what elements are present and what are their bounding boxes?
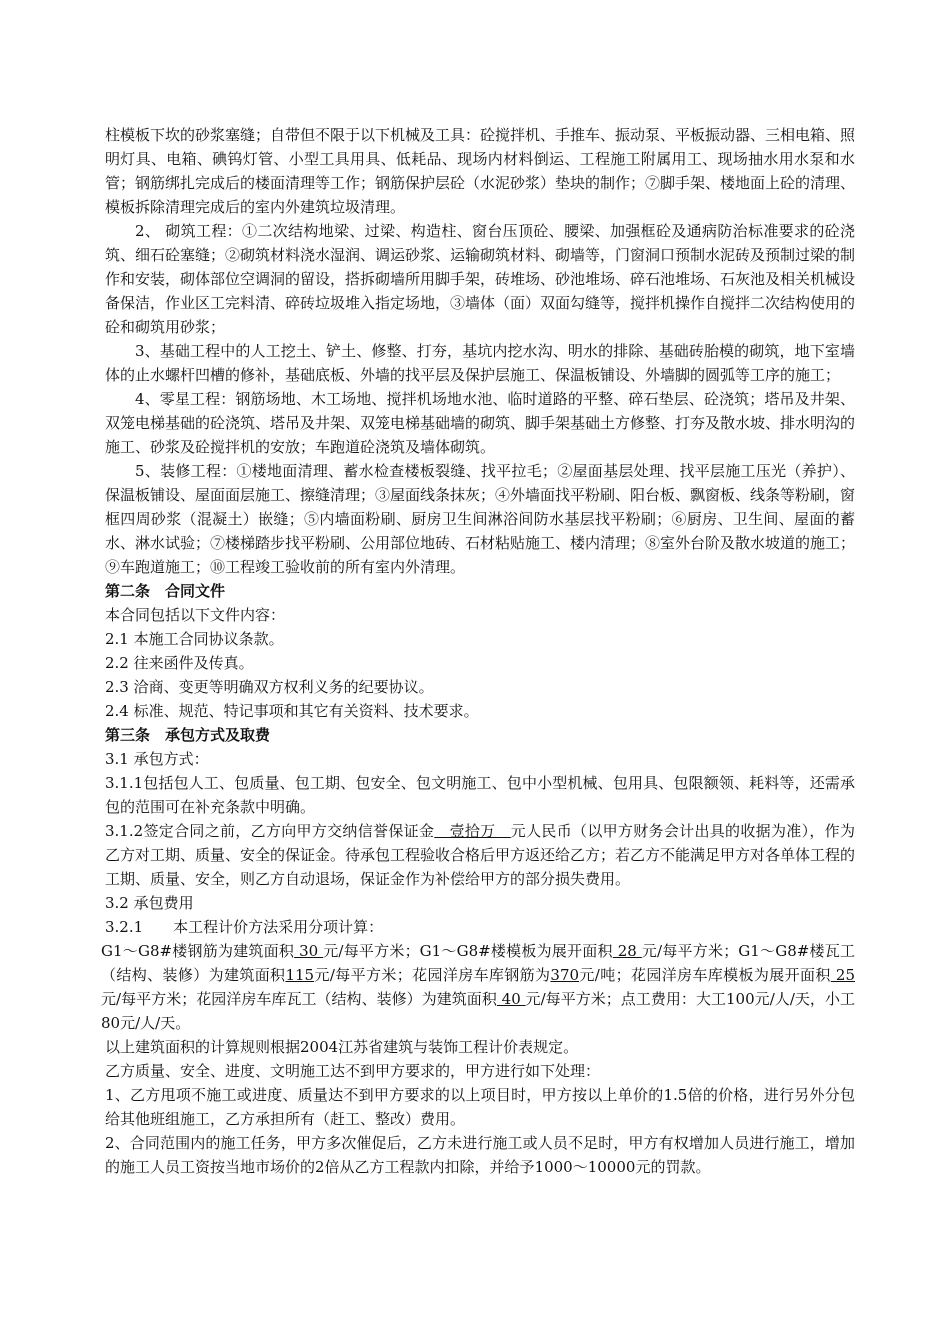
area-calculation-rule: 以上建筑面积的计算规则根据2004江苏省建筑与装饰工程计价表规定。 — [105, 1038, 579, 1056]
pricing-text-2: 元/每平方米；G1～G8#楼模板为展开面积 — [323, 942, 613, 960]
article-2-heading: 第二条 合同文件 — [105, 582, 226, 600]
paragraph-foundation: 3、基础工程中的人工挖土、铲土、修整、打夯，基坑内挖水沟、明水的排除、基础砖胎模的砌筑，地下室墙体的止水螺杆凹槽的修补，基础底板、外墙的找平层及保护层施工、保温板铺设、外墙脚的圆弧等工序的施工； — [105, 342, 855, 384]
article-2-item-3: 2.3 洽商、变更等明确双方权利义务的纪要协议。 — [105, 678, 434, 696]
penalty-intro: 乙方质量、安全、进度、文明施工达不到甲方要求的，甲方进行如下处理： — [105, 1062, 601, 1080]
penalty-item-1: 1、乙方甩项不施工或进度、质量达不到甲方要求的以上项目时，甲方按以上单价的1.5倍的价格，进行另外分包给其他班组施工，乙方承担所有（赶工、整改）费用。 — [105, 1086, 855, 1128]
article-3-heading: 第三条 承包方式及取费 — [105, 726, 271, 744]
price-rebar: 30 — [294, 942, 324, 960]
price-formwork: 28 — [612, 942, 642, 960]
section-3-1-2 — [105, 819, 855, 891]
article-2-item-2: 2.2 往来函件及传真。 — [105, 654, 254, 672]
section-3-1-2-text-a: 3.1.2签定合同之前，乙方向甲方交纳信誉保证金 — [105, 822, 435, 840]
article-2-item-4: 2.4 标准、规范、特记事项和其它有关资料、技术要求。 — [105, 702, 479, 720]
section-3-2: 3.2 承包费用 — [105, 894, 194, 912]
pricing-paragraph — [101, 939, 855, 1035]
deposit-amount: 壹拾万 — [434, 822, 511, 840]
price-garage-formwork: 25 — [830, 966, 855, 984]
pricing-text-5: 元/吨；花园洋房车库模板为展开面积 — [579, 966, 831, 984]
section-3-1-2-text-b: 元人民币（以甲方财务会计出具的收据为准），作为乙方对工期、质量、安全的保证金。待承包工程验收合格后甲方返还给乙方；若乙方不能满足甲方对各单体工程的工期、质量、安全，则乙方自动退场，保证金作为补偿给甲方的部分损失费用。 — [105, 822, 856, 888]
paragraph-decoration: 5、装修工程：①楼地面清理、蓄水检查楼板裂缝、找平拉毛；②屋面基层处理、找平层施工压光（养护）、保温板铺设、屋面面层施工、擦缝清理；③屋面线条抹灰；④外墙面找平粉刷、阳台板、飘窗板、线条等粉刷，窗框四周砂浆（混凝土）嵌缝；⑤内墙面粉刷、厨房卫生间淋浴间防水基层找平粉刷；⑥厨房、卫生间、屋面的蓄水、淋水试验；⑦楼梯踏步找平粉刷、公用部位地砖、石材粘贴施工、楼内清理；⑧室外台阶及散水坡道的施工；⑨车跑道施工；⑩工程竣工验收前的所有室内外清理。 — [105, 462, 856, 576]
section-3-2-1: 3.2.1 本工程计价方法采用分项计算： — [105, 918, 384, 936]
pricing-text-1: G1～G8#楼钢筋为建筑面积 — [101, 942, 295, 960]
section-3-1: 3.1 承包方式： — [105, 750, 209, 768]
penalty-item-2: 2、合同范围内的施工任务，甲方多次催促后，乙方未进行施工或人员不足时，甲方有权增加人员进行施工，增加的施工人员工资按当地市场价的2倍从乙方工程款内扣除，并给予1000～10000元的罚款。 — [105, 1134, 855, 1176]
pricing-text-4: 元/每平方米；花园洋房车库钢筋为 — [314, 966, 551, 984]
paragraph-masonry: 2、 砌筑工程：①二次结构地梁、过梁、构造柱、窗台压顶砼、腰梁、加强框砼及通病防治标准要求的砼浇筑、细石砼塞缝；②砌筑材料浇水湿润、调运砂浆、运输砌筑材料、砌墙等，门窗洞口预制水泥砖及预制过梁的制作和安装，砌体部位空调洞的留设，搭拆砌墙所用脚手架，砖堆场、砂池堆场、碎石池堆场、石灰池及相关机械设备保洁，作业区工完料清、碎砖垃圾堆入指定场地，③墙体（面）双面勾缝等，搅拌机操作自搅拌二次结构使用的砼和砌筑用砂浆； — [105, 222, 856, 336]
pricing-text-3: 元/每平方米；G1～G8#楼瓦工（结构、装修）为建筑面积 — [101, 942, 855, 984]
price-garage-masonry: 40 — [496, 990, 526, 1008]
section-3-1-1: 3.1.1包括包人工、包质量、包工期、包安全、包文明施工、包中小型机械、包用具、包限额领、耗料等，还需承包的范围可在补充条款中明确。 — [105, 774, 855, 816]
price-garage-rebar: 370 — [550, 966, 580, 984]
paragraph-misc-works: 4、零星工程：钢筋场地、木工场地、搅拌机场地水池、临时道路的平整、碎石垫层、砼浇筑；塔吊及井架、双笼电梯基础的砼浇筑、塔吊及井架、双笼电梯基础墙的砌筑、脚手架基础土方修整、打夯及散水坡、排水明沟的施工、砂浆及砼搅拌机的安放；车跑道砼浇筑及墙体砌筑。 — [105, 390, 856, 456]
document-body — [101, 123, 856, 1179]
paragraph-intro: 柱模板下坎的砂浆塞缝；自带但不限于以下机械及工具：砼搅拌机、手推车、振动泵、平板振动器、三相电箱、照明灯具、电箱、碘钨灯管、小型工具用具、低耗品、现场内材料倒运、工程施工附属用工、现场抽水用水泵和水管；钢筋绑扎完成后的楼面清理等工作；钢筋保护层砼（水泥砂浆）垫块的制作；⑦脚手架、楼地面上砼的清理、模板拆除清理完成后的室内外建筑垃圾清理。 — [105, 126, 856, 216]
pricing-text-6: 元/每平方米；花园洋房车库瓦工（结构、装修）为建筑面积 — [101, 990, 497, 1008]
pricing-text-7: 元/每平方米；点工费用：大工100元/人/天，小工80元/人/天。 — [101, 990, 855, 1032]
article-2-intro: 本合同包括以下文件内容： — [105, 606, 286, 624]
price-masonry: 115 — [285, 966, 315, 984]
article-2-item-1: 2.1 本施工合同协议条款。 — [105, 630, 284, 648]
